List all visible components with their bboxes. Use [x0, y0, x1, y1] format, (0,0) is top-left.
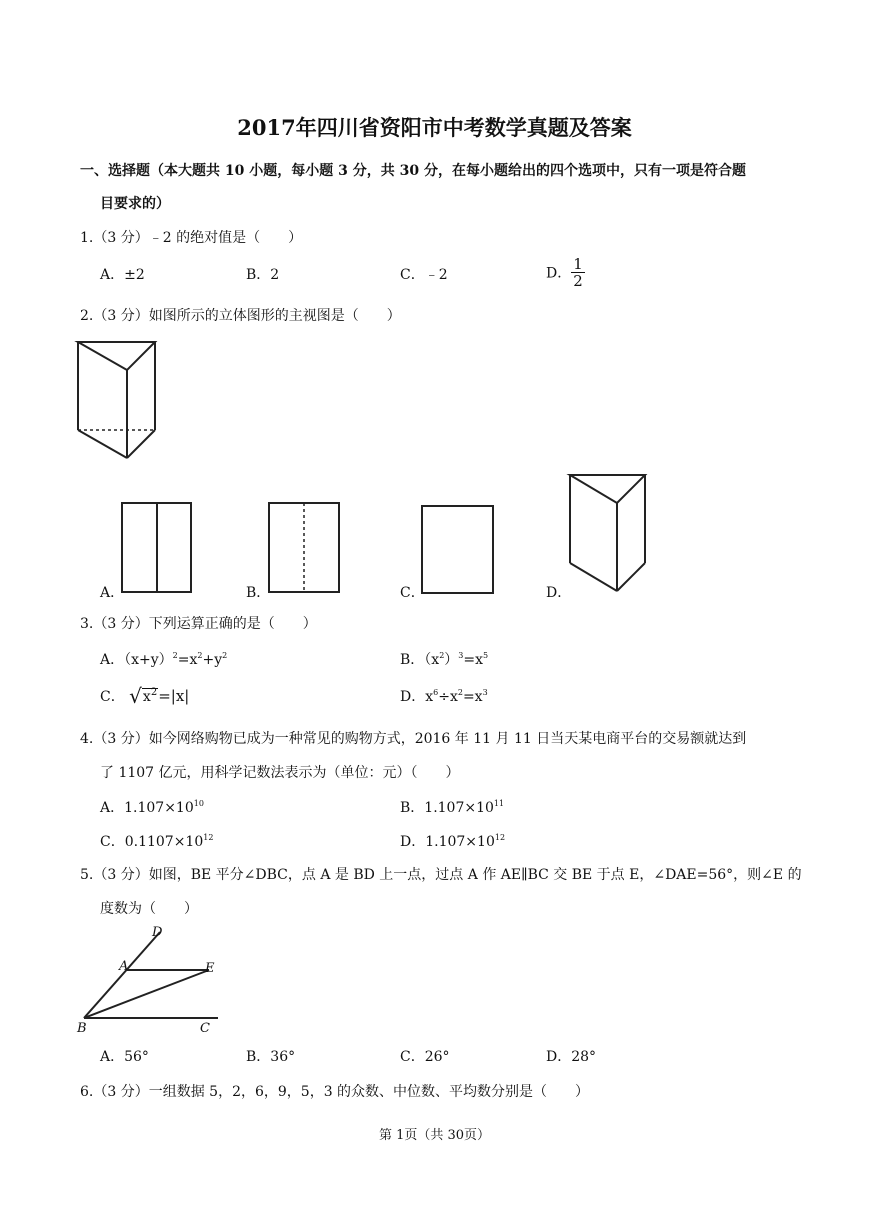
exponent: 2 — [150, 687, 158, 698]
q1-option-c: C．﹣2 — [400, 267, 448, 283]
question-5-stem-cont: 度数为（ ） — [100, 901, 198, 917]
exponent: 2 — [222, 651, 228, 660]
q3-option-b — [400, 649, 488, 669]
q3-option-a — [100, 649, 227, 669]
q1-option-d — [546, 256, 585, 289]
q5-option-b: B．36° — [246, 1049, 296, 1065]
q1-option-d-label: D． — [546, 265, 572, 282]
exponent: 2 — [439, 651, 445, 660]
section-heading: 一、选择题（本大题共 10 小题，每小题 3 分，共 30 分，在每小题给出的四个选项中，只有一项是符合题 — [80, 163, 746, 179]
question-5-stem: 5.（3 分）如图，BE 平分∠DBC，点 A 是 BD 上一点，过点 A 作 AE∥BC 交 BE 于点 E，∠DAE=56°，则∠E 的 — [80, 867, 802, 883]
q4-option-c — [100, 831, 213, 851]
q3-a-text: A．（x+y） — [100, 652, 173, 668]
q2-option-d-figure — [568, 473, 647, 594]
sqrt-radicand — [142, 688, 158, 705]
q1-option-a: A．±2 — [100, 267, 145, 283]
exponent: 3 — [458, 651, 464, 660]
fraction-numerator: 1 — [573, 255, 583, 273]
exponent: 2 — [172, 651, 178, 660]
q5-option-c: C．26° — [400, 1049, 450, 1065]
question-4-stem: 4.（3 分）如今网络购物已成为一种常见的购物方式，2016 年 11 月 11 日当天某电商平台的交易额就达到 — [80, 731, 747, 747]
q5-option-a: A．56° — [100, 1049, 149, 1065]
question-2-stem: 2.（3 分）如图所示的立体图形的主视图是（ ） — [80, 308, 401, 324]
q5-option-d: D．28° — [546, 1049, 597, 1065]
q3-a-text: =x — [177, 652, 198, 668]
exponent: 10 — [193, 799, 204, 808]
fraction — [571, 256, 585, 289]
q1-option-b: B．2 — [246, 267, 280, 283]
label-B: B — [77, 1021, 87, 1036]
q2-option-b-figure — [268, 502, 340, 594]
exponent: 3 — [482, 688, 488, 697]
label-D: D — [152, 925, 163, 940]
q4-option-b — [400, 797, 504, 817]
label-A: A — [119, 959, 129, 974]
q4-b-text: B．1.107×10 — [400, 800, 494, 816]
exponent: 12 — [203, 833, 214, 842]
q3-a-text: +y — [202, 652, 223, 668]
q3-b-text: ） — [444, 652, 459, 668]
exponent: 11 — [493, 799, 505, 808]
q4-a-text: A．1.107×10 — [100, 800, 194, 816]
q3-d-text: =x — [462, 689, 483, 705]
page-footer: 第 1页（共 30页） — [378, 1128, 491, 1143]
q2-option-a-figure — [121, 502, 192, 594]
sqrt-symbol: √ — [129, 684, 142, 708]
q3-c-label: C． — [100, 689, 125, 705]
q2-option-c-figure — [421, 505, 494, 595]
question-6-stem: 6.（3 分）一组数据 5，2，6，9，5，3 的众数、中位数、平均数分别是（ ） — [80, 1084, 590, 1100]
q3-c-rest: =|x| — [158, 687, 190, 705]
q2-option-d: D． — [546, 585, 572, 601]
exponent: 12 — [494, 833, 506, 842]
question-1-stem: 1.（3 分）﹣2 的绝对值是（ ） — [80, 230, 303, 246]
prism-figure — [76, 340, 158, 462]
exponent: 6 — [433, 688, 439, 697]
q4-option-d — [400, 831, 505, 851]
q2-option-a: A． — [100, 585, 125, 601]
q3-d-text: ÷x — [438, 689, 458, 705]
q3-d-text: D．x — [400, 689, 434, 705]
radicand-text: x — [142, 689, 151, 705]
page-title: 2017年四川省资阳市中考数学真题及答案 — [237, 115, 632, 140]
exponent: 5 — [483, 651, 489, 660]
q3-b-text: =x — [463, 652, 484, 668]
angle-figure — [76, 922, 226, 1034]
exponent: 2 — [197, 651, 203, 660]
q3-b-text: B．（x — [400, 652, 440, 668]
label-E: E — [205, 961, 215, 976]
q3-option-d — [400, 686, 488, 706]
question-3-stem: 3.（3 分）下列运算正确的是（ ） — [80, 616, 317, 632]
exponent: 2 — [457, 688, 463, 697]
q2-option-c: C． — [400, 585, 425, 601]
label-C: C — [200, 1021, 210, 1036]
q4-c-text: C．0.1107×10 — [100, 834, 204, 850]
q3-option-c — [100, 684, 189, 708]
question-4-stem-cont: 了 1107 亿元，用科学记数法表示为（单位：元）（ ） — [100, 765, 460, 781]
fraction-denominator: 2 — [573, 272, 583, 290]
q2-option-b: B． — [246, 585, 271, 601]
q4-d-text: D．1.107×10 — [400, 834, 495, 850]
section-heading-cont: 目要求的） — [100, 196, 170, 212]
q4-option-a — [100, 797, 204, 817]
